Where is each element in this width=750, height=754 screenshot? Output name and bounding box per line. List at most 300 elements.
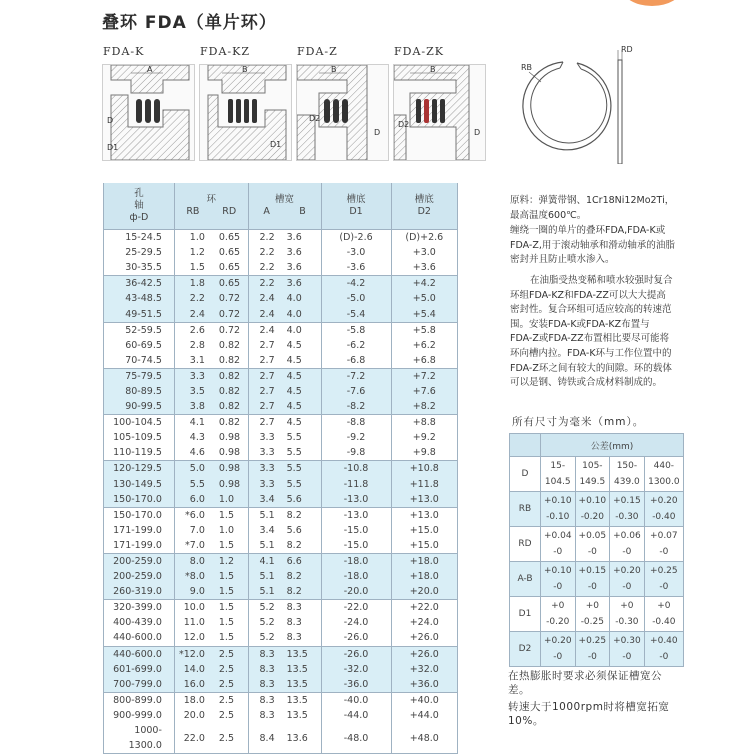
d-range-cell bbox=[541, 457, 576, 492]
dim-rd: RD bbox=[621, 45, 633, 54]
table-row bbox=[104, 322, 458, 338]
table-row bbox=[104, 384, 458, 399]
cell-d1: -20.0 bbox=[321, 584, 391, 600]
cell-d1: -32.0 bbox=[321, 662, 391, 677]
header-text: 槽宽 bbox=[275, 194, 295, 205]
cell-d2: +10.8 bbox=[391, 461, 457, 477]
cell-a: 5.1 bbox=[259, 539, 275, 551]
variant-label-fda-zk: FDA-ZK bbox=[394, 45, 444, 58]
cell-rd: 0.82 bbox=[218, 417, 241, 429]
cell-groove bbox=[248, 276, 321, 292]
tolerance-corner bbox=[510, 434, 541, 457]
cell-range: 75-79.5 bbox=[104, 368, 175, 384]
cell-ring bbox=[174, 646, 248, 662]
cell-a: 2.7 bbox=[259, 401, 275, 413]
cell-ring bbox=[174, 630, 248, 646]
table-row bbox=[104, 245, 458, 260]
cell-rb: 3.5 bbox=[189, 385, 205, 397]
upper-tol: +0.10 bbox=[543, 496, 572, 506]
cell-a: 3.3 bbox=[259, 478, 275, 490]
cell-a: 3.3 bbox=[259, 447, 275, 459]
header-text: B bbox=[299, 206, 306, 217]
cell-d2: +7.2 bbox=[391, 368, 457, 384]
cell-range: 110-119.5 bbox=[104, 445, 175, 461]
d-range-cell bbox=[644, 457, 683, 492]
cell-groove bbox=[248, 569, 321, 584]
cell-rd: 0.82 bbox=[218, 339, 241, 351]
cell-range: 100-104.5 bbox=[104, 415, 175, 431]
cell-groove bbox=[248, 630, 321, 646]
cell-b: 4.5 bbox=[286, 339, 302, 351]
cell-rd: 2.5 bbox=[218, 648, 234, 660]
cell-a: 3.3 bbox=[259, 463, 275, 475]
cell-d2: +5.8 bbox=[391, 322, 457, 338]
cell-rb: 4.6 bbox=[189, 447, 205, 459]
cell-b: 5.5 bbox=[286, 447, 302, 459]
cell-groove bbox=[248, 353, 321, 369]
text-line: FDA-Z或FDA-ZZ布置相比要尽可能将 bbox=[510, 333, 670, 345]
cell-groove bbox=[248, 662, 321, 677]
text-line: 可以是钢、铸铁或合成材料制成的。 bbox=[510, 377, 663, 389]
row-label: D bbox=[510, 457, 541, 492]
cell-a: 4.1 bbox=[259, 556, 275, 568]
tolerance-d-row bbox=[510, 457, 684, 492]
cell-range: 400-439.0 bbox=[104, 615, 175, 630]
cell-b: 5.5 bbox=[286, 432, 302, 444]
lower-tol: -0.20 bbox=[546, 617, 570, 627]
d-range-cell bbox=[575, 457, 610, 492]
table-row bbox=[104, 662, 458, 677]
table-row bbox=[104, 461, 458, 477]
cell-b: 5.5 bbox=[286, 463, 302, 475]
cell-rd: 1.5 bbox=[218, 617, 234, 629]
cell-b: 5.6 bbox=[286, 524, 302, 536]
cell-rd: 1.0 bbox=[218, 493, 234, 505]
cell-rb: 1.2 bbox=[189, 247, 205, 259]
material-line: 原料：弹簧带钢、1Cr18Ni12Mo2Ti， bbox=[510, 195, 675, 206]
cell-rb: *7.0 bbox=[185, 539, 205, 551]
cell-groove bbox=[248, 615, 321, 630]
cell-a: 2.4 bbox=[259, 324, 275, 336]
cell-b: 8.2 bbox=[286, 539, 302, 551]
row-label: A-B bbox=[510, 562, 541, 597]
cell-rd: 0.65 bbox=[218, 247, 241, 259]
cell-range: 80-89.5 bbox=[104, 384, 175, 399]
cell-groove bbox=[248, 399, 321, 415]
cell-d2: +3.6 bbox=[391, 260, 457, 276]
cell-a: 8.3 bbox=[259, 678, 275, 690]
tolerance-row bbox=[510, 562, 684, 597]
svg-text:D: D bbox=[474, 128, 481, 137]
cell-b: 13.5 bbox=[286, 694, 308, 706]
upper-tol: +0.10 bbox=[578, 496, 607, 506]
upper-tol: +0.15 bbox=[613, 496, 641, 506]
cell-d1: -10.8 bbox=[321, 461, 391, 477]
range-end: 104.5 bbox=[544, 477, 571, 487]
cell-a: 2.7 bbox=[259, 370, 275, 382]
note-line: 10%。 bbox=[508, 715, 544, 727]
cell-groove bbox=[248, 384, 321, 399]
ring-diagram bbox=[503, 42, 643, 164]
cell-range: 700-799.0 bbox=[104, 677, 175, 693]
description-paragraph-2 bbox=[510, 274, 690, 391]
cell-d2: +9.8 bbox=[391, 445, 457, 461]
cell-d1: -6.8 bbox=[321, 353, 391, 369]
variant-label-fda-z: FDA-Z bbox=[297, 45, 338, 58]
cell-ring bbox=[174, 569, 248, 584]
cell-d1: -22.0 bbox=[321, 600, 391, 616]
header-text: 槽底 bbox=[346, 194, 366, 205]
cell-a: 8.4 bbox=[259, 732, 275, 744]
lower-tol: -0 bbox=[587, 582, 597, 592]
cell-ring bbox=[174, 723, 248, 754]
cell-d2: +13.0 bbox=[391, 507, 457, 523]
cell-groove bbox=[248, 445, 321, 461]
cell-d1: -13.0 bbox=[321, 492, 391, 508]
text-line: 密封性。复合环组可适应较高的转速范 bbox=[510, 304, 672, 316]
cell-d1: -48.0 bbox=[321, 723, 391, 754]
range-start: 105- bbox=[582, 461, 603, 471]
text-line: 环组FDA-KZ和FDA-ZZ可以大大提高 bbox=[510, 289, 666, 301]
upper-tol: +0.06 bbox=[613, 531, 641, 541]
cell-rb: 4.1 bbox=[189, 417, 205, 429]
table-row bbox=[104, 615, 458, 630]
cell-d2: +36.0 bbox=[391, 677, 457, 693]
row-label: D1 bbox=[510, 597, 541, 632]
table-row bbox=[104, 306, 458, 322]
tolerance-cell bbox=[644, 492, 683, 527]
upper-tol: +0.20 bbox=[613, 566, 641, 576]
cell-rb: 1.5 bbox=[189, 262, 205, 274]
upper-tol: +0 bbox=[551, 601, 565, 611]
cell-groove bbox=[248, 322, 321, 338]
tolerance-cell bbox=[610, 632, 645, 667]
cell-a: 8.3 bbox=[259, 694, 275, 706]
cell-b: 8.3 bbox=[286, 617, 302, 629]
cell-rb: 18.0 bbox=[183, 694, 205, 706]
tolerance-cell bbox=[575, 597, 610, 632]
header-text: D2 bbox=[417, 206, 431, 217]
cell-d1: -8.2 bbox=[321, 399, 391, 415]
cell-a: 5.2 bbox=[259, 632, 275, 644]
cell-a: 2.4 bbox=[259, 308, 275, 320]
cell-a: 8.3 bbox=[259, 648, 275, 660]
cell-b: 4.5 bbox=[286, 401, 302, 413]
cell-b: 4.5 bbox=[286, 417, 302, 429]
table-row bbox=[104, 276, 458, 292]
cell-d1: -26.0 bbox=[321, 646, 391, 662]
cell-a: 2.4 bbox=[259, 293, 275, 305]
cell-rd: 0.82 bbox=[218, 401, 241, 413]
table-row bbox=[104, 445, 458, 461]
cell-range: 36-42.5 bbox=[104, 276, 175, 292]
cell-groove bbox=[248, 600, 321, 616]
cell-d1: -24.0 bbox=[321, 615, 391, 630]
text-line: 密封并且防止喷水渗入。 bbox=[510, 254, 615, 266]
cell-ring bbox=[174, 677, 248, 693]
cell-ring bbox=[174, 415, 248, 431]
cell-d2: +5.0 bbox=[391, 291, 457, 306]
cell-b: 4.0 bbox=[286, 324, 302, 336]
cell-b: 8.3 bbox=[286, 602, 302, 614]
cell-rb: 11.0 bbox=[183, 617, 205, 629]
cell-rb: 2.8 bbox=[189, 339, 205, 351]
cell-rb: 5.0 bbox=[189, 463, 205, 475]
cell-ring bbox=[174, 245, 248, 260]
table-row bbox=[104, 584, 458, 600]
table-row bbox=[104, 723, 458, 754]
cell-ring bbox=[174, 338, 248, 353]
cell-d2: +15.0 bbox=[391, 523, 457, 538]
cell-rb: 7.0 bbox=[189, 524, 205, 536]
dim-a: A bbox=[147, 65, 153, 74]
cell-rd: 0.82 bbox=[218, 370, 241, 382]
cell-d1: -7.6 bbox=[321, 384, 391, 399]
cell-rb: 2.6 bbox=[189, 324, 205, 336]
cell-range: 171-199.0 bbox=[104, 538, 175, 554]
table-row bbox=[104, 538, 458, 554]
cell-groove bbox=[248, 677, 321, 693]
cell-groove bbox=[248, 692, 321, 708]
cell-d2: +48.0 bbox=[391, 723, 457, 754]
cell-b: 8.3 bbox=[286, 632, 302, 644]
cell-range: 105-109.5 bbox=[104, 430, 175, 445]
upper-tol: +0.10 bbox=[543, 566, 572, 576]
lower-tol: -0.30 bbox=[615, 512, 639, 522]
cell-d1: -5.8 bbox=[321, 322, 391, 338]
table-row bbox=[104, 553, 458, 569]
cell-groove bbox=[248, 430, 321, 445]
cell-rb: 2.4 bbox=[189, 308, 205, 320]
cell-d1: -3.0 bbox=[321, 245, 391, 260]
cell-groove bbox=[248, 368, 321, 384]
cell-d1: -18.0 bbox=[321, 553, 391, 569]
cell-b: 4.5 bbox=[286, 385, 302, 397]
cell-d1: -36.0 bbox=[321, 677, 391, 693]
cell-ring bbox=[174, 230, 248, 246]
cell-d1: -13.0 bbox=[321, 507, 391, 523]
lower-tol: -0.40 bbox=[652, 617, 676, 627]
cell-range: 70-74.5 bbox=[104, 353, 175, 369]
cell-range: 1000-1300.0 bbox=[104, 723, 175, 754]
diagram-fda-z bbox=[296, 64, 389, 161]
cell-a: 2.7 bbox=[259, 417, 275, 429]
text-line: 缠绕一圈的单片的叠环FDA,FDA-K或 bbox=[510, 225, 666, 236]
cell-a: 2.7 bbox=[259, 354, 275, 366]
cell-rd: 2.5 bbox=[218, 694, 234, 706]
tolerance-cell bbox=[541, 562, 576, 597]
cell-groove bbox=[248, 291, 321, 306]
cell-d2: +44.0 bbox=[391, 708, 457, 723]
cell-groove bbox=[248, 260, 321, 276]
tolerance-cell bbox=[610, 492, 645, 527]
table-row bbox=[104, 646, 458, 662]
text-line: FDA-Z环之间有较大的间隙。环的载体 bbox=[510, 362, 672, 374]
cell-range: 440-600.0 bbox=[104, 646, 175, 662]
cell-rd: 0.72 bbox=[218, 324, 241, 336]
cell-b: 8.2 bbox=[286, 509, 302, 521]
upper-tol: +0.04 bbox=[543, 531, 572, 541]
table-row bbox=[104, 708, 458, 723]
cell-ring bbox=[174, 353, 248, 369]
cell-rb: 9.0 bbox=[189, 586, 205, 598]
cell-rd: 0.82 bbox=[218, 385, 241, 397]
upper-tol: +0.30 bbox=[613, 636, 641, 646]
cell-b: 4.0 bbox=[286, 293, 302, 305]
cell-a: 5.1 bbox=[259, 509, 275, 521]
cell-ring bbox=[174, 523, 248, 538]
upper-tol: +0.07 bbox=[650, 531, 678, 541]
cell-rd: 0.82 bbox=[218, 354, 241, 366]
cell-ring bbox=[174, 477, 248, 492]
cell-d1: -11.8 bbox=[321, 477, 391, 492]
dim-d: D bbox=[107, 116, 114, 125]
cell-range: 90-99.5 bbox=[104, 399, 175, 415]
cell-d2: +22.0 bbox=[391, 600, 457, 616]
upper-tol: +0.05 bbox=[578, 531, 607, 541]
cell-ring bbox=[174, 492, 248, 508]
row-label: RB bbox=[510, 492, 541, 527]
cell-ring bbox=[174, 291, 248, 306]
cell-groove bbox=[248, 338, 321, 353]
table-row bbox=[104, 523, 458, 538]
cell-range: 150-170.0 bbox=[104, 492, 175, 508]
cell-d1: -7.2 bbox=[321, 368, 391, 384]
table-row bbox=[104, 677, 458, 693]
cell-d2: +7.6 bbox=[391, 384, 457, 399]
table-row bbox=[104, 630, 458, 646]
description-paragraph-1 bbox=[510, 224, 690, 268]
table-row bbox=[104, 492, 458, 508]
cell-d1: -15.0 bbox=[321, 523, 391, 538]
upper-tol: +0.25 bbox=[650, 566, 678, 576]
cell-rd: 1.5 bbox=[218, 571, 234, 583]
tolerance-cell bbox=[610, 597, 645, 632]
cell-d2: +18.0 bbox=[391, 553, 457, 569]
lower-tol: -0 bbox=[587, 652, 597, 662]
material-text bbox=[510, 194, 690, 223]
header-text: 环 bbox=[206, 194, 217, 205]
cell-range: 171-199.0 bbox=[104, 523, 175, 538]
cell-d2: +40.0 bbox=[391, 692, 457, 708]
cell-b: 13.5 bbox=[286, 663, 308, 675]
cell-rd: 1.5 bbox=[218, 586, 234, 598]
cell-rd: 0.72 bbox=[218, 308, 241, 320]
cell-rb: 5.5 bbox=[189, 478, 205, 490]
table-row bbox=[104, 230, 458, 246]
cell-d2: +26.0 bbox=[391, 646, 457, 662]
lower-tol: -0 bbox=[587, 547, 597, 557]
text-line: FDA-Z,用于滚动轴承和滑动轴承的油脂 bbox=[510, 239, 675, 251]
cell-range: 60-69.5 bbox=[104, 338, 175, 353]
cell-ring bbox=[174, 600, 248, 616]
tolerance-header-row bbox=[510, 434, 684, 457]
tolerance-row bbox=[510, 597, 684, 632]
tolerance-row bbox=[510, 527, 684, 562]
cell-ring bbox=[174, 445, 248, 461]
tolerance-cell bbox=[541, 632, 576, 667]
table-row bbox=[104, 430, 458, 445]
cell-rb: 22.0 bbox=[183, 732, 205, 744]
upper-tol: +0.40 bbox=[650, 636, 678, 646]
cell-range: 320-399.0 bbox=[104, 600, 175, 616]
cell-rd: 0.98 bbox=[218, 447, 241, 459]
cell-range: 25-29.5 bbox=[104, 245, 175, 260]
cell-ring bbox=[174, 538, 248, 554]
cell-d1: -40.0 bbox=[321, 692, 391, 708]
tolerance-cell bbox=[644, 562, 683, 597]
cell-rd: 0.65 bbox=[218, 278, 241, 290]
cell-groove bbox=[248, 553, 321, 569]
cell-groove bbox=[248, 492, 321, 508]
cell-range: 49-51.5 bbox=[104, 306, 175, 322]
cell-d1: -26.0 bbox=[321, 630, 391, 646]
cell-rd: 0.98 bbox=[218, 478, 241, 490]
cell-d2: +8.8 bbox=[391, 415, 457, 431]
d-range-cell bbox=[610, 457, 645, 492]
cell-ring bbox=[174, 461, 248, 477]
range-end: 1300.0 bbox=[648, 477, 680, 487]
cell-d2: +6.8 bbox=[391, 353, 457, 369]
cell-rb: *6.0 bbox=[185, 509, 205, 521]
cell-a: 3.4 bbox=[259, 493, 275, 505]
lower-tol: -0 bbox=[553, 652, 563, 662]
cell-rd: 1.5 bbox=[218, 602, 234, 614]
cell-b: 3.6 bbox=[286, 232, 302, 244]
cell-a: 5.2 bbox=[259, 617, 275, 629]
header-text: A bbox=[263, 206, 270, 217]
cell-rd: 2.5 bbox=[218, 678, 234, 690]
cell-a: 8.3 bbox=[259, 663, 275, 675]
cell-d2: +9.2 bbox=[391, 430, 457, 445]
lower-tol: -0 bbox=[553, 547, 563, 557]
cell-b: 3.6 bbox=[286, 262, 302, 274]
svg-text:D1: D1 bbox=[270, 140, 282, 149]
cell-d1: -3.6 bbox=[321, 260, 391, 276]
cell-b: 5.6 bbox=[286, 493, 302, 505]
text-line: 在油脂受热变稀和喷水较强时复合 bbox=[530, 275, 673, 286]
lower-tol: -0.30 bbox=[615, 617, 639, 627]
cell-rb: 2.2 bbox=[189, 293, 205, 305]
dim-b: B bbox=[331, 65, 337, 74]
cell-ring bbox=[174, 260, 248, 276]
header-text: RB bbox=[186, 206, 200, 217]
cell-a: 2.2 bbox=[259, 247, 275, 259]
cell-a: 5.1 bbox=[259, 571, 275, 583]
header-text: D1 bbox=[349, 206, 363, 217]
tolerance-cell bbox=[541, 597, 576, 632]
diagram-fda-kz bbox=[199, 64, 292, 161]
cell-d1: -6.2 bbox=[321, 338, 391, 353]
cell-rd: 1.5 bbox=[218, 509, 234, 521]
lower-tol: -0 bbox=[622, 582, 632, 592]
note-line: 转速大于1000rpm时将槽宽拓宽 bbox=[508, 701, 670, 713]
range-end: 439.0 bbox=[614, 477, 640, 487]
tolerance-cell bbox=[575, 632, 610, 667]
tolerance-cell bbox=[644, 632, 683, 667]
cell-d1: -5.0 bbox=[321, 291, 391, 306]
svg-text:B: B bbox=[242, 65, 248, 74]
lower-tol: -0 bbox=[553, 582, 563, 592]
svg-text:B: B bbox=[430, 65, 436, 74]
cell-b: 4.5 bbox=[286, 370, 302, 382]
range-start: 150- bbox=[616, 461, 638, 471]
tolerance-cell bbox=[644, 597, 683, 632]
cell-ring bbox=[174, 584, 248, 600]
cell-groove bbox=[248, 415, 321, 431]
header-text: RD bbox=[222, 206, 237, 217]
table-row bbox=[104, 368, 458, 384]
